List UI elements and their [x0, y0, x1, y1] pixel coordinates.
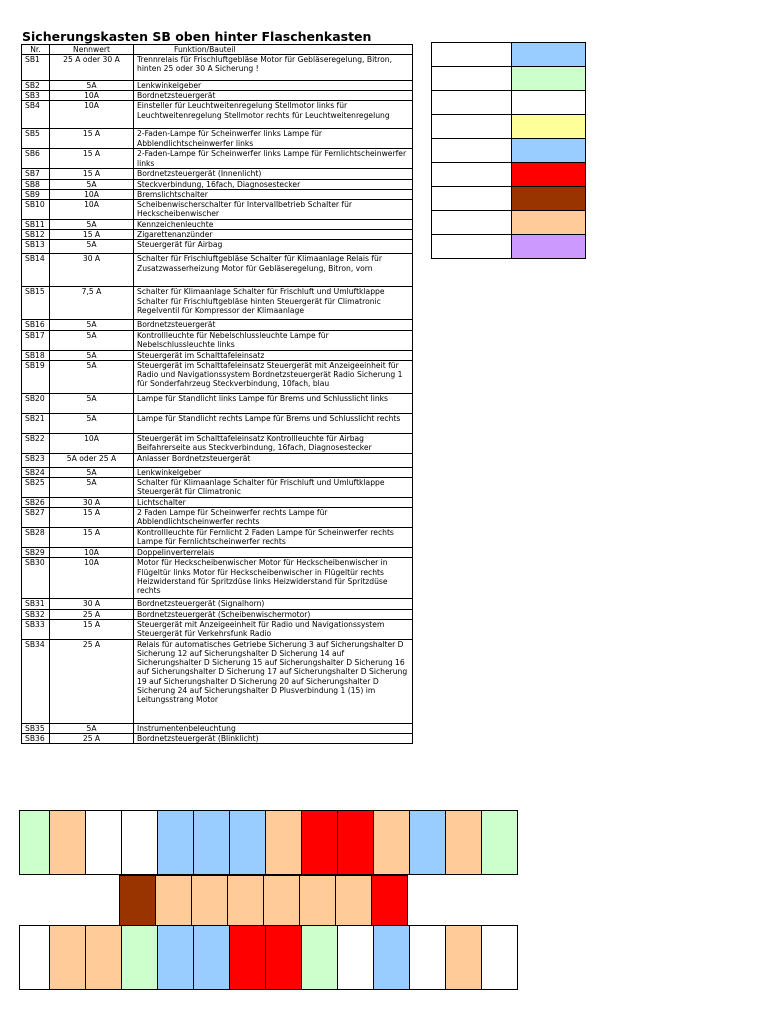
legend-label-cell — [432, 91, 512, 115]
fuse-rated-value: 25 A — [50, 609, 134, 619]
table-row — [22, 639, 413, 723]
fuse-function: Lampe für Standlicht rechts Lampe für Brems und Schlusslicht rechts — [134, 413, 413, 433]
legend-row — [432, 163, 586, 187]
fuse-rated-value: 5A — [50, 179, 134, 189]
legend-row — [432, 91, 586, 115]
fuse-slot-red — [337, 810, 374, 875]
fuse-slot-white — [19, 925, 50, 990]
fuse-number: SB34 — [22, 639, 50, 723]
table-row — [22, 558, 413, 599]
table-row — [22, 240, 413, 254]
table-row — [22, 230, 413, 240]
fuse-number: SB30 — [22, 558, 50, 599]
legend-label-cell — [432, 43, 512, 67]
fuse-number: SB25 — [22, 478, 50, 498]
legend-row — [432, 139, 586, 163]
fuse-rated-value: 15 A — [50, 169, 134, 179]
fuse-rated-value: 30 A — [50, 599, 134, 609]
fuse-function: Schalter für Klimaanlage Schalter für Frischluft und Umluftklappe Schalter für Frischluftgebläse hinten Steuergerät für Climatronic Regelventil für Kompressor der Klimaanlage — [134, 287, 413, 320]
fuse-rated-value: 5A — [50, 723, 134, 733]
fuse-function: Einsteller für Leuchtweitenregelung Stellmotor links für Leuchtweitenregelung Stellmotor rechts für Leuchtweitenregelung — [134, 101, 413, 129]
table-row — [22, 498, 413, 508]
fuse-function: Steuergerät im Schalttafeleinsatz Steuergerät mit Anzeigeeinheit für Radio und Navigationssystem Bordnetzsteuergerät Radio Sicherung 1 für Sonderfahrzeug Steckverbindung, 10fach, blau — [134, 360, 413, 393]
fuse-function: Scheibenwischerschalter für Intervallbetrieb Schalter für Heckscheibenwischer — [134, 200, 413, 220]
table-row — [22, 548, 413, 558]
legend-body — [432, 43, 586, 259]
fuse-rated-value: 15 A — [50, 149, 134, 169]
fuse-number: SB31 — [22, 599, 50, 609]
fuse-slot-red — [265, 925, 302, 990]
fuse-rated-value: 15 A — [50, 129, 134, 149]
fuse-rated-value: 5A — [50, 467, 134, 477]
table-row — [22, 360, 413, 393]
table-row — [22, 101, 413, 129]
fuse-rated-value: 5A — [50, 350, 134, 360]
fuse-rated-value: 5A — [50, 393, 134, 413]
fuse-function: Instrumentenbeleuchtung — [134, 723, 413, 733]
fuse-function: Schalter für Frischluftgebläse Schalter für Klimaanlage Relais für Zusatzwasserheizung Motor für Gebläseregelung, Bitron, vorn — [134, 254, 413, 287]
table-row — [22, 320, 413, 330]
legend-label-cell — [432, 211, 512, 235]
fuse-function: Zigarettenanzünder — [134, 230, 413, 240]
fuse-slot-blue — [193, 925, 230, 990]
legend-row — [432, 187, 586, 211]
fuse-rated-value: 5A oder 25 A — [50, 453, 134, 467]
page-title: Sicherungskasten SB oben hinter Flaschenkasten — [22, 29, 372, 44]
header-rated-value: Nennwert — [50, 45, 134, 55]
fuse-number: SB33 — [22, 619, 50, 639]
fuse-rated-value: 30 A — [50, 254, 134, 287]
fuse-function: 2 Faden Lampe für Scheinwerfer rechts Lampe für Abblendlichtscheinwerfer rechts — [134, 508, 413, 528]
fuse-slot-white — [409, 925, 446, 990]
table-row — [22, 169, 413, 179]
fuse-slot-red — [301, 810, 338, 875]
table-row — [22, 200, 413, 220]
legend-label-cell — [432, 139, 512, 163]
fuse-number: SB13 — [22, 240, 50, 254]
table-row — [22, 55, 413, 81]
fuse-layout-row-3 — [19, 925, 518, 990]
fuse-number: SB10 — [22, 200, 50, 220]
fuse-layout-row-1 — [19, 810, 518, 875]
legend-label-cell — [432, 163, 512, 187]
fuse-slot-blue — [157, 810, 194, 875]
fuse-slot-peach — [49, 810, 86, 875]
legend-swatch-blue — [512, 139, 586, 163]
fuse-number: SB3 — [22, 91, 50, 101]
fuse-rated-value: 5A — [50, 478, 134, 498]
table-row — [22, 433, 413, 453]
legend-row — [432, 235, 586, 259]
fuse-slot-blue — [229, 810, 266, 875]
table-row — [22, 129, 413, 149]
legend-swatch-peach — [512, 211, 586, 235]
fuse-number: SB7 — [22, 169, 50, 179]
table-row — [22, 528, 413, 548]
table-row — [22, 478, 413, 498]
fuse-number: SB12 — [22, 230, 50, 240]
fuse-number: SB20 — [22, 393, 50, 413]
fuse-function: Lampe für Standlicht links Lampe für Brems und Schlusslicht links — [134, 393, 413, 413]
fuse-function: 2-Faden-Lampe für Scheinwerfer links Lampe für Abblendlichtscheinwerfer links — [134, 129, 413, 149]
fuse-number: SB36 — [22, 734, 50, 744]
fuse-function: Bordnetzsteuergerät — [134, 91, 413, 101]
fuse-number: SB27 — [22, 508, 50, 528]
fuse-slot-red — [229, 925, 266, 990]
fuse-function: Kontrollleuchte für Fernlicht 2 Faden Lampe für Scheinwerfer rechts Lampe für Fernlichtscheinwerfer rechts — [134, 528, 413, 548]
table-row — [22, 220, 413, 230]
legend-row — [432, 43, 586, 67]
legend-label-cell — [432, 115, 512, 139]
fuse-number: SB9 — [22, 189, 50, 199]
fuse-function: Lichtschalter — [134, 498, 413, 508]
fuse-function: Relais für automatisches Getriebe Sicherung 3 auf Sicherungshalter D Sicherung 12 auf Sicherungshalter D Sicherung 14 auf Sicherungshalter D Sicherung 15 auf Sicherungshalter D Sicherung 16 auf Sicherungshalter D Sicherung 17 auf Sicherungshalter D Sicherung 19 auf Sicherungshalter D Sicherung 20 auf Sicherungshalter D Sicherung 24 auf Sicherungshalter D Plusverbindung 1 (15) im Leitungsstrang Motor — [134, 639, 413, 723]
table-row — [22, 330, 413, 350]
fuse-function: Bordnetzsteuergerät (Signalhorn) — [134, 599, 413, 609]
header-nr: Nr. — [22, 45, 50, 55]
fuse-slot-green — [301, 925, 338, 990]
table-row — [22, 350, 413, 360]
fuse-slot-blue — [409, 810, 446, 875]
legend-swatch-purple — [512, 235, 586, 259]
fuse-function: Kontrollleuchte für Nebelschlussleuchte Lampe für Nebelschlussleuchte links — [134, 330, 413, 350]
fuse-slot-white — [481, 925, 518, 990]
fuse-slot-peach — [445, 810, 482, 875]
fuse-number: SB22 — [22, 433, 50, 453]
fuse-function: Trennrelais für Frischluftgebläse Motor für Gebläseregelung, Bitron, hinten 25 oder 30 A Sicherung ! — [134, 55, 413, 81]
legend-swatch-yellow — [512, 115, 586, 139]
fuse-number: SB29 — [22, 548, 50, 558]
table-row — [22, 734, 413, 744]
table-row — [22, 189, 413, 199]
legend-swatch-green — [512, 67, 586, 91]
fuse-function: Bordnetzsteuergerät (Innenlicht) — [134, 169, 413, 179]
fuse-number: SB1 — [22, 55, 50, 81]
fuse-rated-value: 10A — [50, 200, 134, 220]
fuse-rated-value: 10A — [50, 101, 134, 129]
fuse-number: SB32 — [22, 609, 50, 619]
fuse-function: Steuergerät im Schalttafeleinsatz — [134, 350, 413, 360]
fuse-slot-green — [481, 810, 518, 875]
fuse-rated-value: 30 A — [50, 498, 134, 508]
fuse-rated-value: 5A — [50, 220, 134, 230]
fuse-number: SB23 — [22, 453, 50, 467]
fuse-number: SB26 — [22, 498, 50, 508]
fuse-number: SB14 — [22, 254, 50, 287]
legend-swatch-brown — [512, 187, 586, 211]
fuse-slot-peach — [85, 925, 122, 990]
table-row — [22, 619, 413, 639]
fuse-slot-green — [121, 925, 158, 990]
fuse-number: SB15 — [22, 287, 50, 320]
fuse-function: Lenkwinkelgeber — [134, 467, 413, 477]
fuse-number: SB6 — [22, 149, 50, 169]
fuse-rated-value: 15 A — [50, 508, 134, 528]
fuse-function: Schalter für Klimaanlage Schalter für Frischluft und Umluftklappe Steuergerät für Climatronic — [134, 478, 413, 498]
legend-swatch-red — [512, 163, 586, 187]
table-row — [22, 508, 413, 528]
fuse-number: SB24 — [22, 467, 50, 477]
fuse-number: SB18 — [22, 350, 50, 360]
table-row — [22, 467, 413, 477]
fuse-slot-peach — [49, 925, 86, 990]
table-header-row — [22, 45, 413, 55]
legend-label-cell — [432, 235, 512, 259]
fuse-function: Bordnetzsteuergerät (Scheibenwischermotor) — [134, 609, 413, 619]
table-row — [22, 599, 413, 609]
fuse-number: SB5 — [22, 129, 50, 149]
fuse-function: Kennzeichenleuchte — [134, 220, 413, 230]
fuse-rated-value: 15 A — [50, 230, 134, 240]
fuse-rated-value: 5A — [50, 81, 134, 91]
fuse-function: Steuergerät im Schalttafeleinsatz Kontrollleuchte für Airbag Beifahrerseite aus Steckverbindung, 16fach, Diagnosestecker — [134, 433, 413, 453]
fuse-slot-blue — [157, 925, 194, 990]
fuse-number: SB4 — [22, 101, 50, 129]
fuse-rated-value: 5A — [50, 330, 134, 350]
fuse-number: SB21 — [22, 413, 50, 433]
table-row — [22, 254, 413, 287]
fuse-slot-peach — [265, 810, 302, 875]
fuse-rated-value: 5A — [50, 240, 134, 254]
fuse-rated-value: 15 A — [50, 619, 134, 639]
fuse-function: 2-Faden-Lampe für Scheinwerfer links Lampe für Fernlichtscheinwerfer links — [134, 149, 413, 169]
fuse-rated-value: 15 A — [50, 528, 134, 548]
fuse-number: SB19 — [22, 360, 50, 393]
fuse-slot-peach — [445, 925, 482, 990]
fuse-number: SB2 — [22, 81, 50, 91]
legend-label-cell — [432, 67, 512, 91]
fuse-function: Anlasser Bordnetzsteuergerät — [134, 453, 413, 467]
fuse-function: Motor für Heckscheibenwischer Motor für Heckscheibenwischer in Flügeltür links Motor für Heckscheibenwischer in Flügeltür rechts Heizwiderstand für Spritzdüse links Heizwiderstand für Spritzdüse rechts — [134, 558, 413, 599]
fuse-number: SB35 — [22, 723, 50, 733]
fuse-rated-value: 25 A oder 30 A — [50, 55, 134, 81]
table-row — [22, 609, 413, 619]
fuse-rated-value: 10A — [50, 558, 134, 599]
fuse-function: Doppelinverterrelais — [134, 548, 413, 558]
fuse-table-body — [22, 55, 413, 744]
fuse-rated-value: 5A — [50, 320, 134, 330]
legend-label-cell — [432, 187, 512, 211]
fuse-slot-white — [337, 925, 374, 990]
fuse-function: Bordnetzsteuergerät (Blinklicht) — [134, 734, 413, 744]
legend-swatch-blue — [512, 43, 586, 67]
fuse-rated-value: 10A — [50, 433, 134, 453]
fuse-function: Lenkwinkelgeber — [134, 81, 413, 91]
fuse-slot-white — [85, 810, 122, 875]
legend-row — [432, 115, 586, 139]
table-row — [22, 393, 413, 413]
fuse-function: Steuergerät für Airbag — [134, 240, 413, 254]
fuse-number: SB17 — [22, 330, 50, 350]
table-row — [22, 453, 413, 467]
table-row — [22, 179, 413, 189]
fuse-rated-value: 25 A — [50, 639, 134, 723]
fuse-rated-value: 5A — [50, 413, 134, 433]
table-row — [22, 91, 413, 101]
fuse-slot-white — [121, 810, 158, 875]
fuse-slot-blue — [373, 925, 410, 990]
fuse-rated-value: 10A — [50, 548, 134, 558]
fuse-slot-green — [19, 810, 50, 875]
fuse-number: SB11 — [22, 220, 50, 230]
fuse-function: Steuergerät mit Anzeigeeinheit für Radio und Navigationssystem Steuergerät für Verkehrsfunk Radio — [134, 619, 413, 639]
fuse-function: Steckverbindung, 16fach, Diagnosestecker — [134, 179, 413, 189]
fuse-function: Bordnetzsteuergerät — [134, 320, 413, 330]
table-row — [22, 149, 413, 169]
fuse-number: SB8 — [22, 179, 50, 189]
fuse-number: SB16 — [22, 320, 50, 330]
legend-row — [432, 211, 586, 235]
header-function: Funktion/Bauteil — [134, 45, 413, 55]
fuse-slot-blue — [193, 810, 230, 875]
legend-swatch-white — [512, 91, 586, 115]
fuse-rated-value: 25 A — [50, 734, 134, 744]
fuse-rated-value: 10A — [50, 189, 134, 199]
fuse-rated-value: 7,5 A — [50, 287, 134, 320]
color-legend — [431, 42, 586, 259]
legend-row — [432, 67, 586, 91]
table-row — [22, 723, 413, 733]
table-row — [22, 413, 413, 433]
fuse-rated-value: 5A — [50, 360, 134, 393]
fuse-slot-peach — [373, 810, 410, 875]
table-row — [22, 287, 413, 320]
fuse-function: Bremslichtschalter — [134, 189, 413, 199]
fuse-table — [21, 44, 413, 744]
table-row — [22, 81, 413, 91]
fuse-rated-value: 10A — [50, 91, 134, 101]
fuse-number: SB28 — [22, 528, 50, 548]
